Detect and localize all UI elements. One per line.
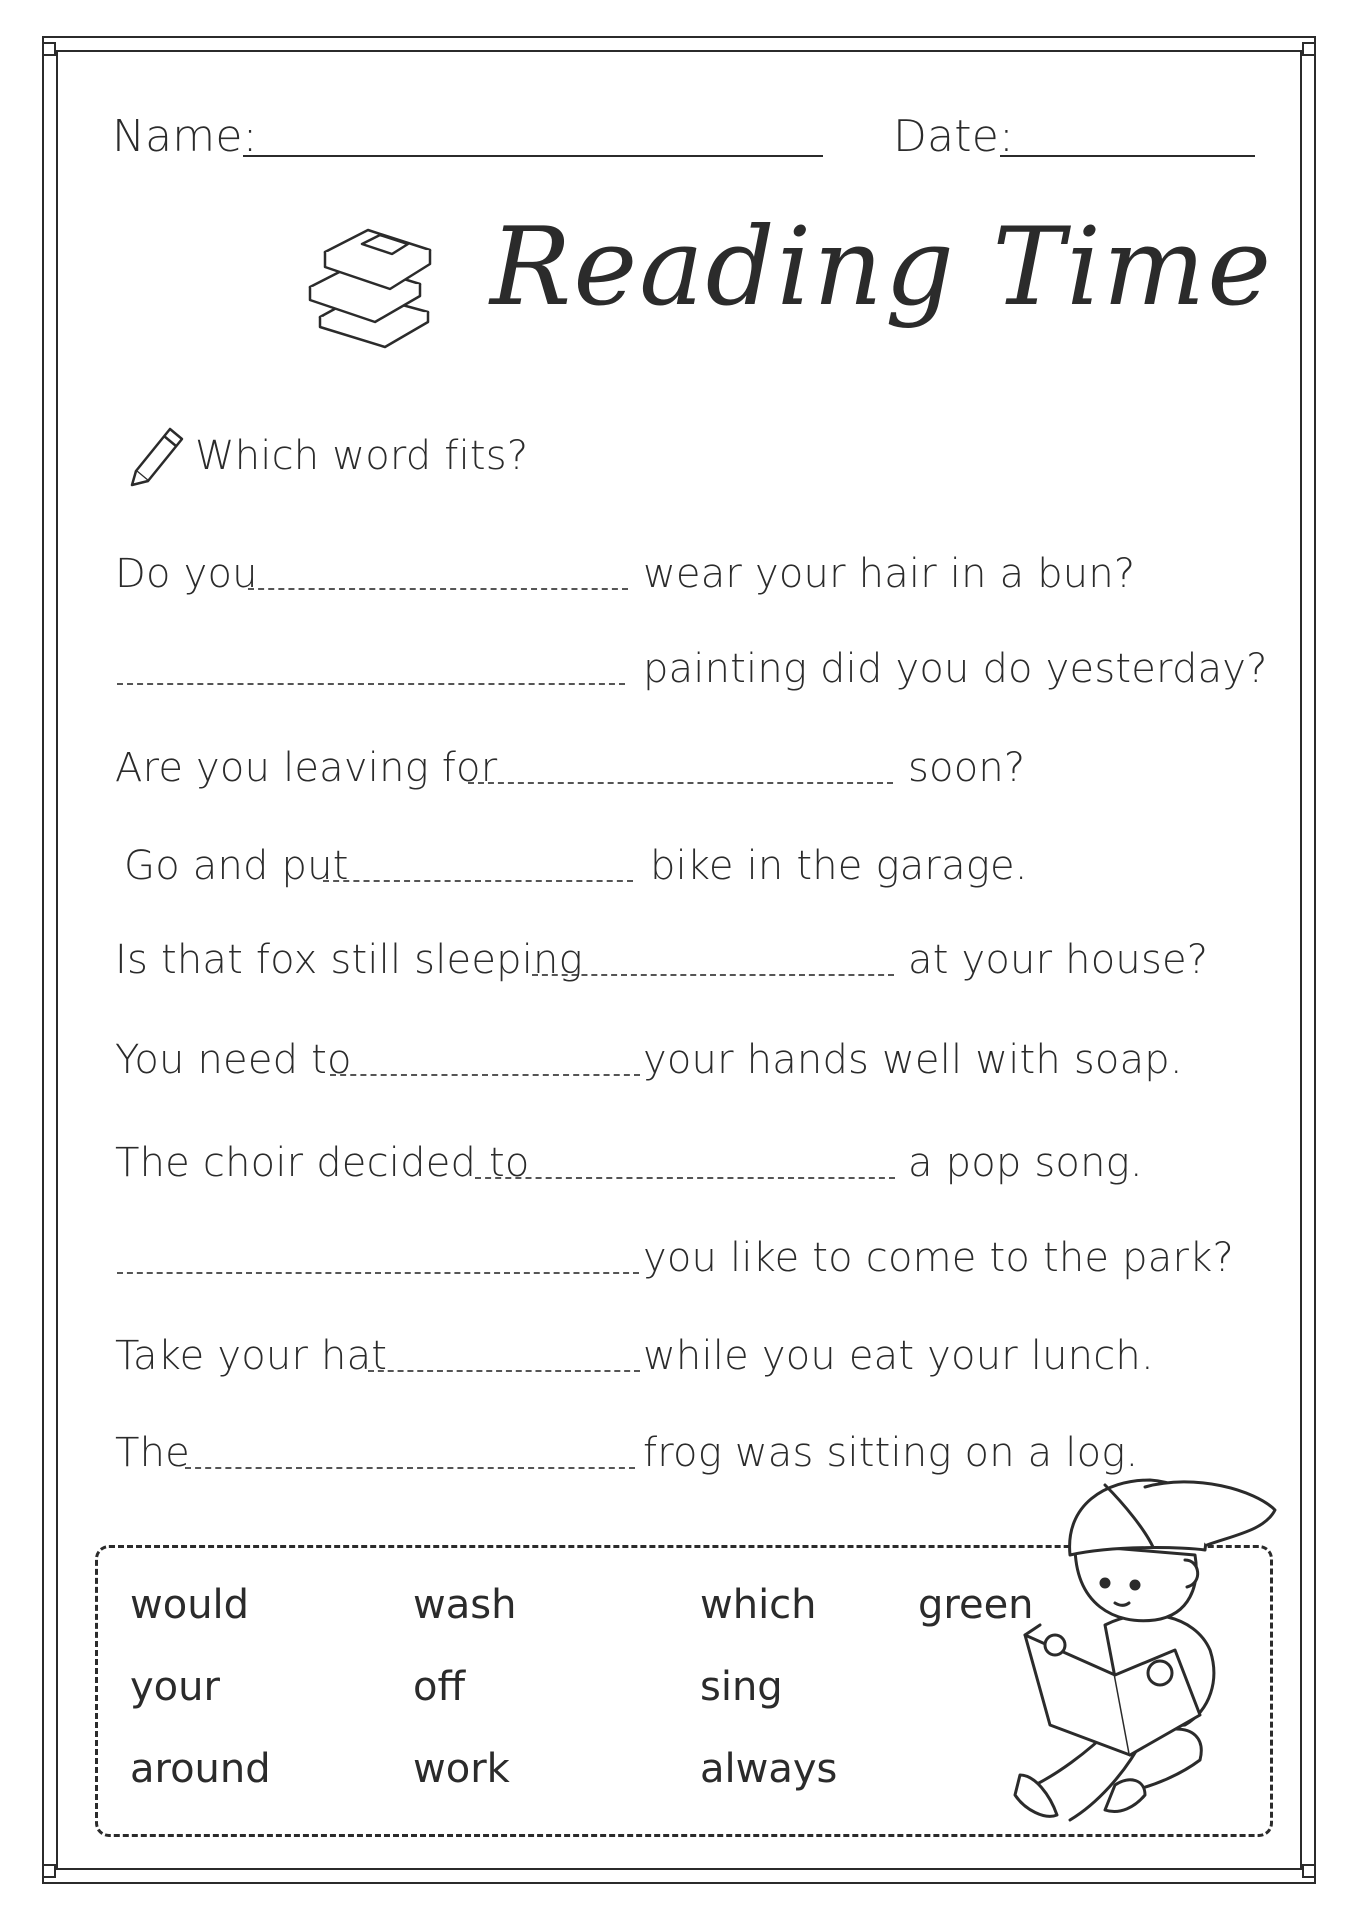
sentence-after: painting did you do yesterday? bbox=[643, 646, 1268, 692]
answer-blank[interactable] bbox=[532, 974, 894, 976]
boy-reading-illustration bbox=[995, 1475, 1280, 1845]
word-bank-item: wash bbox=[413, 1582, 517, 1628]
sentence-after: bike in the garage. bbox=[650, 843, 1028, 889]
books-icon bbox=[300, 222, 435, 357]
sentence-before: You need to bbox=[115, 1037, 352, 1083]
word-bank-item: green bbox=[918, 1582, 1034, 1628]
word-bank-item: work bbox=[413, 1746, 510, 1792]
sentence-after: at your house? bbox=[908, 937, 1209, 983]
word-bank-item: would bbox=[130, 1582, 250, 1628]
sentence-after: while you eat your lunch. bbox=[643, 1333, 1154, 1379]
sentence-before: Are you leaving for bbox=[115, 745, 498, 791]
sentence-after: frog was sitting on a log. bbox=[643, 1430, 1139, 1476]
answer-blank[interactable] bbox=[248, 588, 628, 590]
name-field[interactable] bbox=[243, 155, 823, 157]
sentence-before: The choir decided to bbox=[115, 1140, 530, 1186]
word-bank-item: which bbox=[700, 1582, 817, 1628]
answer-blank[interactable] bbox=[330, 1074, 640, 1076]
word-bank-item: off bbox=[413, 1664, 466, 1710]
border-corner bbox=[1302, 42, 1316, 56]
date-label: Date: bbox=[893, 111, 1014, 162]
answer-blank[interactable] bbox=[117, 1272, 639, 1274]
sentence-after: you like to come to the park? bbox=[643, 1235, 1234, 1281]
word-bank-item: your bbox=[130, 1664, 220, 1710]
word-bank-item: always bbox=[700, 1746, 838, 1792]
word-bank-item: sing bbox=[700, 1664, 783, 1710]
border-corner bbox=[42, 1864, 56, 1878]
answer-blank[interactable] bbox=[117, 683, 625, 685]
sentence-before: Is that fox still sleeping bbox=[115, 937, 583, 983]
sentence-before: Go and put bbox=[124, 843, 349, 889]
word-bank-item: around bbox=[130, 1746, 271, 1792]
answer-blank[interactable] bbox=[368, 1370, 640, 1372]
name-label: Name: bbox=[112, 111, 258, 162]
sentence-after: your hands well with soap. bbox=[643, 1037, 1183, 1083]
sentence-before: Take your hat bbox=[115, 1333, 388, 1379]
date-field[interactable] bbox=[1000, 155, 1255, 157]
answer-blank[interactable] bbox=[468, 782, 893, 784]
sentence-after: a pop song. bbox=[908, 1140, 1143, 1186]
sentence-after: wear your hair in a bun? bbox=[643, 551, 1136, 597]
sentence-after: soon? bbox=[908, 745, 1026, 791]
answer-blank[interactable] bbox=[323, 880, 633, 882]
border-corner bbox=[42, 42, 56, 56]
instruction-text: Which word fits? bbox=[195, 433, 529, 479]
border-corner bbox=[1302, 1864, 1316, 1878]
sentence-before: The bbox=[115, 1430, 190, 1476]
answer-blank[interactable] bbox=[185, 1467, 635, 1469]
sentence-before: Do you bbox=[115, 551, 258, 597]
answer-blank[interactable] bbox=[475, 1177, 895, 1179]
page-title: Reading Time bbox=[490, 205, 1274, 330]
pencil-icon bbox=[130, 425, 185, 487]
